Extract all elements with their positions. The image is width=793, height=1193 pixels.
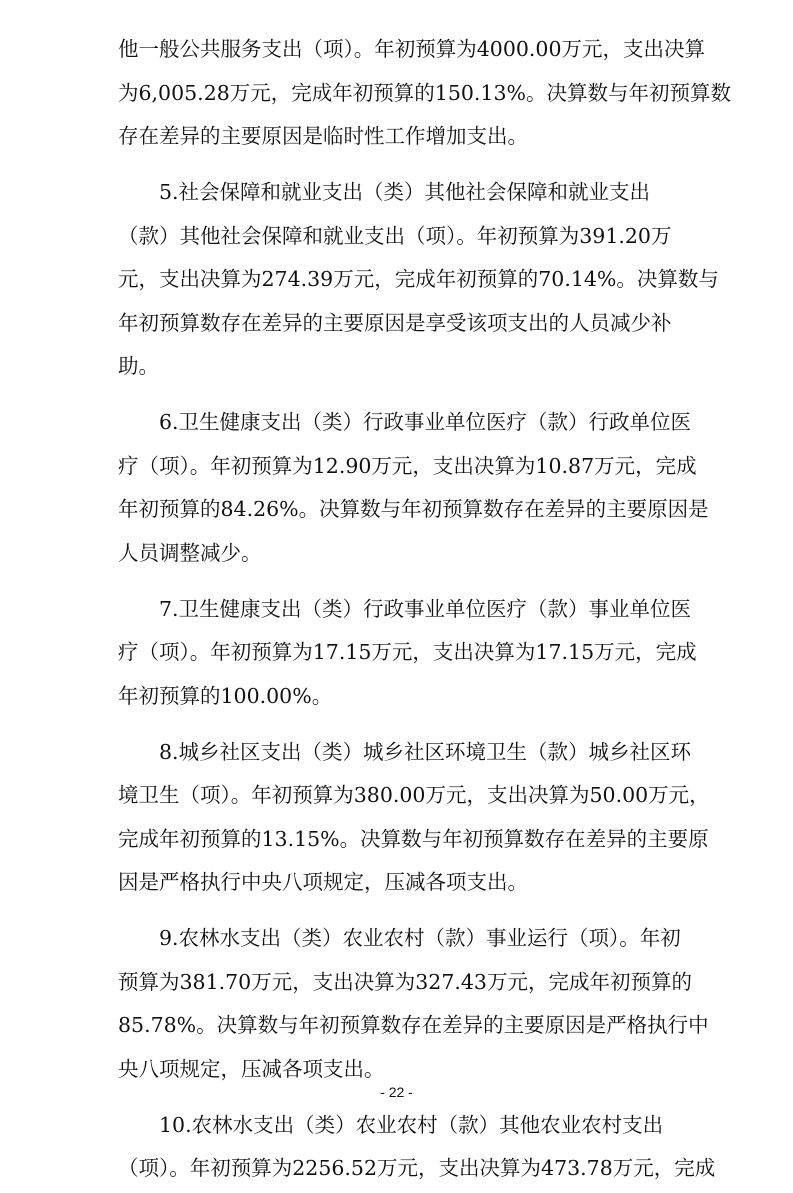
line-text: 6.卫生健康支出（类）行政事业单位医疗（款）行政单位医 xyxy=(159,410,692,434)
line-text: 年初预算数存在差异的主要原因是享受该项支出的人员减少补 xyxy=(118,311,672,335)
line-text: 9.农林水支出（类）农业农村（款）事业运行（项）。年初 xyxy=(159,926,681,950)
text-line xyxy=(0,857,793,907)
line-text: 因是严格执行中央八项规定，压减各项支出。 xyxy=(118,870,528,894)
text-line xyxy=(0,167,793,217)
line-text: 存在差异的主要原因是临时性工作增加支出。 xyxy=(118,124,528,148)
line-text: 年初预算的100.00%。 xyxy=(118,684,333,708)
line-text: 完成年初预算的13.15%。决算数与年初预算数存在差异的主要原 xyxy=(118,827,709,851)
line-text: 助。 xyxy=(118,354,159,378)
line-text: 10.农林水支出（类）农业农村（款）其他农业农村支出 xyxy=(159,1113,664,1137)
text-line xyxy=(0,1143,793,1193)
line-text: 疗（项）。年初预算为12.90万元，支出决算为10.87万元，完成 xyxy=(118,454,697,478)
text-line xyxy=(0,341,793,391)
text-line xyxy=(0,484,793,534)
line-text: （项）。年初预算为2256.52万元，支出决算为473.78万元，完成 xyxy=(118,1156,716,1180)
text-line xyxy=(0,397,793,447)
line-text: 年初预算的84.26%。决算数与年初预算数存在差异的主要原因是 xyxy=(118,497,709,521)
line-text: 为6,005.28万元，完成年初预算的150.13%。决算数与年初预算数 xyxy=(118,81,731,105)
line-text: 8.城乡社区支出（类）城乡社区环境卫生（款）城乡社区环 xyxy=(159,740,692,764)
text-line xyxy=(0,913,793,963)
page-number: - 22 - xyxy=(380,1084,413,1100)
text-line xyxy=(0,770,793,820)
line-text: 央八项规定，压减各项支出。 xyxy=(118,1057,385,1081)
text-line xyxy=(0,111,793,161)
line-text: （款）其他社会保障和就业支出（项）。年初预算为391.20万 xyxy=(118,224,672,248)
text-line xyxy=(0,627,793,677)
line-text: 境卫生（项）。年初预算为380.00万元，支出决算为50.00万元， xyxy=(118,783,710,807)
text-line xyxy=(0,671,793,721)
line-text: 85.78%。决算数与年初预算数存在差异的主要原因是严格执行中 xyxy=(118,1013,709,1037)
line-text: 他一般公共服务支出（项）。年初预算为4000.00万元，支出决算 xyxy=(118,37,706,61)
line-text: 7.卫生健康支出（类）行政事业单位医疗（款）事业单位医 xyxy=(159,597,692,621)
line-text: 疗（项）。年初预算为17.15万元，支出决算为17.15万元，完成 xyxy=(118,640,697,664)
text-line xyxy=(0,528,793,578)
line-text: 元，支出决算为274.39万元，完成年初预算的70.14%。决算数与 xyxy=(118,267,719,291)
text-line xyxy=(0,24,793,74)
line-text: 5.社会保障和就业支出（类）其他社会保障和就业支出 xyxy=(159,180,651,204)
line-text: 人员调整减少。 xyxy=(118,541,262,565)
text-line xyxy=(0,254,793,304)
text-line xyxy=(0,1000,793,1050)
line-text: 预算为381.70万元，支出决算为327.43万元，完成年初预算的 xyxy=(118,970,692,994)
